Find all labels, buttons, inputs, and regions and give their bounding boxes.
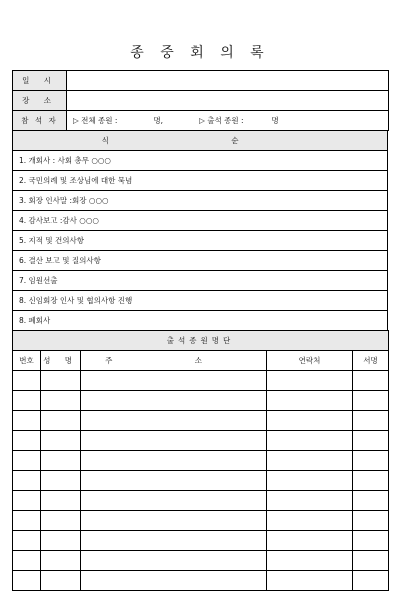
agenda-item-text: 5. 지적 및 건의사항 bbox=[13, 231, 388, 251]
table-row bbox=[13, 531, 389, 551]
attendee-value[interactable] bbox=[67, 111, 389, 131]
cell-number[interactable] bbox=[13, 391, 41, 411]
table-row bbox=[13, 371, 389, 391]
place-value[interactable] bbox=[67, 91, 389, 111]
cell-address[interactable] bbox=[81, 391, 267, 411]
agenda-item bbox=[13, 251, 388, 271]
cell-signature[interactable] bbox=[353, 431, 389, 451]
cell-name[interactable] bbox=[41, 411, 81, 431]
cell-number[interactable] bbox=[13, 451, 41, 471]
col-contact: 연락처 bbox=[267, 351, 353, 371]
total-members-label: ▷ 전체 종원 : bbox=[73, 116, 118, 125]
cell-signature[interactable] bbox=[353, 551, 389, 571]
agenda-item-text: 3. 회장 인사말 :회장 ○○○ bbox=[13, 191, 388, 211]
cell-signature[interactable] bbox=[353, 531, 389, 551]
cell-address[interactable] bbox=[81, 511, 267, 531]
total-members-unit: 명, bbox=[153, 116, 164, 125]
cell-number[interactable] bbox=[13, 431, 41, 451]
cell-signature[interactable] bbox=[353, 571, 389, 591]
agenda-item bbox=[13, 191, 388, 211]
agenda-item-text: 6. 결산 보고 및 질의사항 bbox=[13, 251, 388, 271]
agenda-header-row bbox=[13, 131, 388, 151]
agenda-item-text: 7. 임원선출 bbox=[13, 271, 388, 291]
place-row bbox=[13, 91, 389, 111]
table-row bbox=[13, 511, 389, 531]
cell-address[interactable] bbox=[81, 571, 267, 591]
cell-number[interactable] bbox=[13, 471, 41, 491]
attendee-label: 참 석 자 bbox=[13, 111, 67, 131]
cell-address[interactable] bbox=[81, 551, 267, 571]
cell-contact[interactable] bbox=[267, 571, 353, 591]
cell-name[interactable] bbox=[41, 511, 81, 531]
agenda-item bbox=[13, 291, 388, 311]
cell-number[interactable] bbox=[13, 491, 41, 511]
cell-contact[interactable] bbox=[267, 411, 353, 431]
table-row bbox=[13, 471, 389, 491]
date-row bbox=[13, 71, 389, 91]
date-value[interactable] bbox=[67, 71, 389, 91]
agenda-item-text: 4. 감사보고 :감사 ○○○ bbox=[13, 211, 388, 231]
cell-signature[interactable] bbox=[353, 491, 389, 511]
cell-number[interactable] bbox=[13, 371, 41, 391]
cell-address[interactable] bbox=[81, 491, 267, 511]
cell-address[interactable] bbox=[81, 531, 267, 551]
cell-address[interactable] bbox=[81, 451, 267, 471]
cell-contact[interactable] bbox=[267, 431, 353, 451]
agenda-item bbox=[13, 231, 388, 251]
cell-signature[interactable] bbox=[353, 391, 389, 411]
cell-name[interactable] bbox=[41, 571, 81, 591]
cell-contact[interactable] bbox=[267, 531, 353, 551]
cell-address[interactable] bbox=[81, 371, 267, 391]
cell-name[interactable] bbox=[41, 551, 81, 571]
cell-number[interactable] bbox=[13, 411, 41, 431]
cell-name[interactable] bbox=[41, 531, 81, 551]
cell-contact[interactable] bbox=[267, 511, 353, 531]
cell-number[interactable] bbox=[13, 551, 41, 571]
attendance-columns-row bbox=[13, 351, 389, 371]
agenda-item bbox=[13, 311, 388, 331]
date-label: 일 시 bbox=[13, 71, 67, 91]
cell-name[interactable] bbox=[41, 471, 81, 491]
cell-number[interactable] bbox=[13, 531, 41, 551]
cell-contact[interactable] bbox=[267, 491, 353, 511]
agenda-item bbox=[13, 211, 388, 231]
table-row bbox=[13, 491, 389, 511]
cell-signature[interactable] bbox=[353, 411, 389, 431]
cell-name[interactable] bbox=[41, 491, 81, 511]
cell-signature[interactable] bbox=[353, 471, 389, 491]
document-title: 종 중 회 의 록 bbox=[130, 45, 270, 61]
cell-name[interactable] bbox=[41, 391, 81, 411]
attendee-row bbox=[13, 111, 389, 131]
cell-address[interactable] bbox=[81, 471, 267, 491]
table-row bbox=[13, 431, 389, 451]
attendance-table bbox=[12, 330, 389, 591]
cell-signature[interactable] bbox=[353, 511, 389, 531]
present-members-label: ▷ 출석 종원 : bbox=[199, 116, 244, 125]
meeting-info-table bbox=[12, 70, 389, 131]
cell-contact[interactable] bbox=[267, 451, 353, 471]
col-number: 번호 bbox=[13, 351, 41, 371]
cell-signature[interactable] bbox=[353, 371, 389, 391]
col-name: 성 명 bbox=[41, 351, 81, 371]
attendance-header: 출석종원명단 bbox=[13, 331, 389, 351]
cell-name[interactable] bbox=[41, 371, 81, 391]
agenda-header: 식 순 bbox=[13, 131, 388, 151]
agenda-item bbox=[13, 151, 388, 171]
table-row bbox=[13, 571, 389, 591]
cell-name[interactable] bbox=[41, 451, 81, 471]
cell-contact[interactable] bbox=[267, 551, 353, 571]
table-row bbox=[13, 451, 389, 471]
table-row bbox=[13, 411, 389, 431]
agenda-table bbox=[12, 130, 388, 331]
cell-contact[interactable] bbox=[267, 371, 353, 391]
agenda-item-text: 2. 국민의례 및 조상님에 대한 묵념 bbox=[13, 171, 388, 191]
table-row bbox=[13, 551, 389, 571]
place-label: 장 소 bbox=[13, 91, 67, 111]
attendance-header-row bbox=[13, 331, 389, 351]
agenda-item-text: 8. 신임회장 인사 및 협의사항 진행 bbox=[13, 291, 388, 311]
cell-number[interactable] bbox=[13, 511, 41, 531]
present-members-unit: 명 bbox=[271, 116, 279, 125]
cell-address[interactable] bbox=[81, 431, 267, 451]
cell-address[interactable] bbox=[81, 411, 267, 431]
cell-name[interactable] bbox=[41, 431, 81, 451]
agenda-item-text: 8. 폐회사 bbox=[13, 311, 388, 331]
cell-number[interactable] bbox=[13, 571, 41, 591]
cell-signature[interactable] bbox=[353, 451, 389, 471]
cell-contact[interactable] bbox=[267, 391, 353, 411]
col-signature: 서명 bbox=[353, 351, 389, 371]
agenda-item bbox=[13, 171, 388, 191]
agenda-item bbox=[13, 271, 388, 291]
agenda-item-text: 1. 개회사 : 사회 총무 ○○○ bbox=[13, 151, 388, 171]
table-row bbox=[13, 391, 389, 411]
col-address: 주 소 bbox=[81, 351, 267, 371]
cell-contact[interactable] bbox=[267, 471, 353, 491]
